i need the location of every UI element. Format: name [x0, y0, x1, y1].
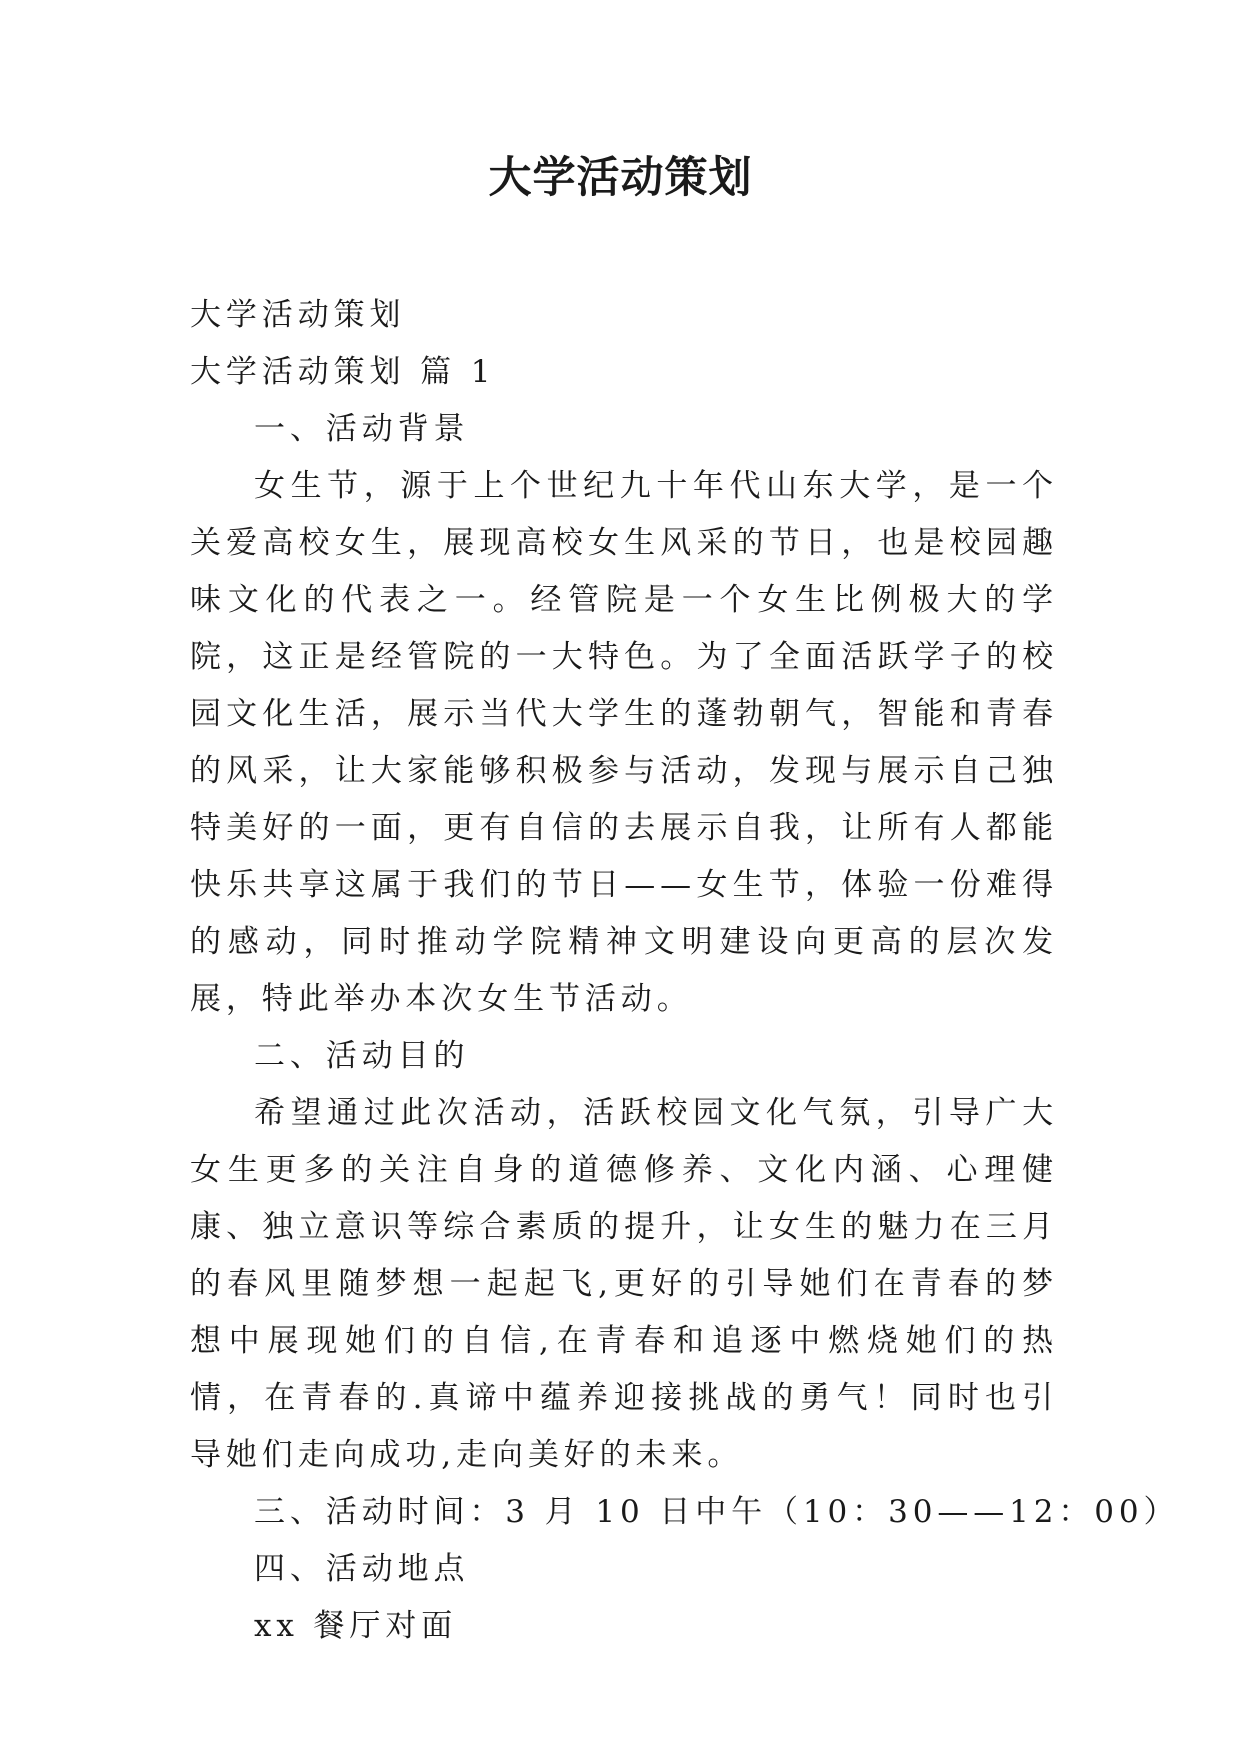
location-heading: 四、活动地点 — [254, 1551, 470, 1587]
activity-time: 三、活动时间：3 月 10 日中午（10：30——12：00） — [254, 1494, 1180, 1530]
section-heading-background: 一、活动背景 — [254, 411, 470, 447]
section-paragraph-background: 女生节，源于上个世纪九十年代山东大学，是一个关爱高校女生，展现高校女生风采的节日，也是校园趣味文化的代表之一。经管院是一个女生比例极大的学院，这正是经管院的一大特色。为了全面活跃学子的校园文化生活，展示当代大学生的蓬勃朝气，智能和青春的风采，让大家能够积极参与活动，发现与展示自己独特美好的一面，更有自信的去展示自我，让所有人都能快乐共享这属于我们的节日——女生节，体验一份难得的感动，同时推动学院精神文明建设向更高的层次发展，特此举办本次女生节活动。 — [190, 468, 1058, 1017]
document-body — [190, 287, 1180, 1655]
document-title: 大学活动策划 — [488, 153, 753, 203]
document-subtitle: 大学活动策划 — [190, 297, 406, 333]
section-paragraph-purpose: 希望通过此次活动，活跃校园文化气氛，引导广大女生更多的关注自身的道德修养、文化内涵、心理健康、独立意识等综合素质的提升，让女生的魅力在三月的春风里随梦想一起起飞,更好的引导她们在青春的梦想中展现她们的自信,在青春和追逐中燃烧她们的热情，在青春的.真谛中蕴养迎接挑战的勇气！同时也引导她们走向成功,走向美好的未来。 — [190, 1095, 1058, 1473]
location-value: xx 餐厅对面 — [254, 1608, 458, 1644]
chapter-heading: 大学活动策划 篇 1 — [190, 354, 496, 390]
section-heading-purpose: 二、活动目的 — [254, 1038, 470, 1074]
